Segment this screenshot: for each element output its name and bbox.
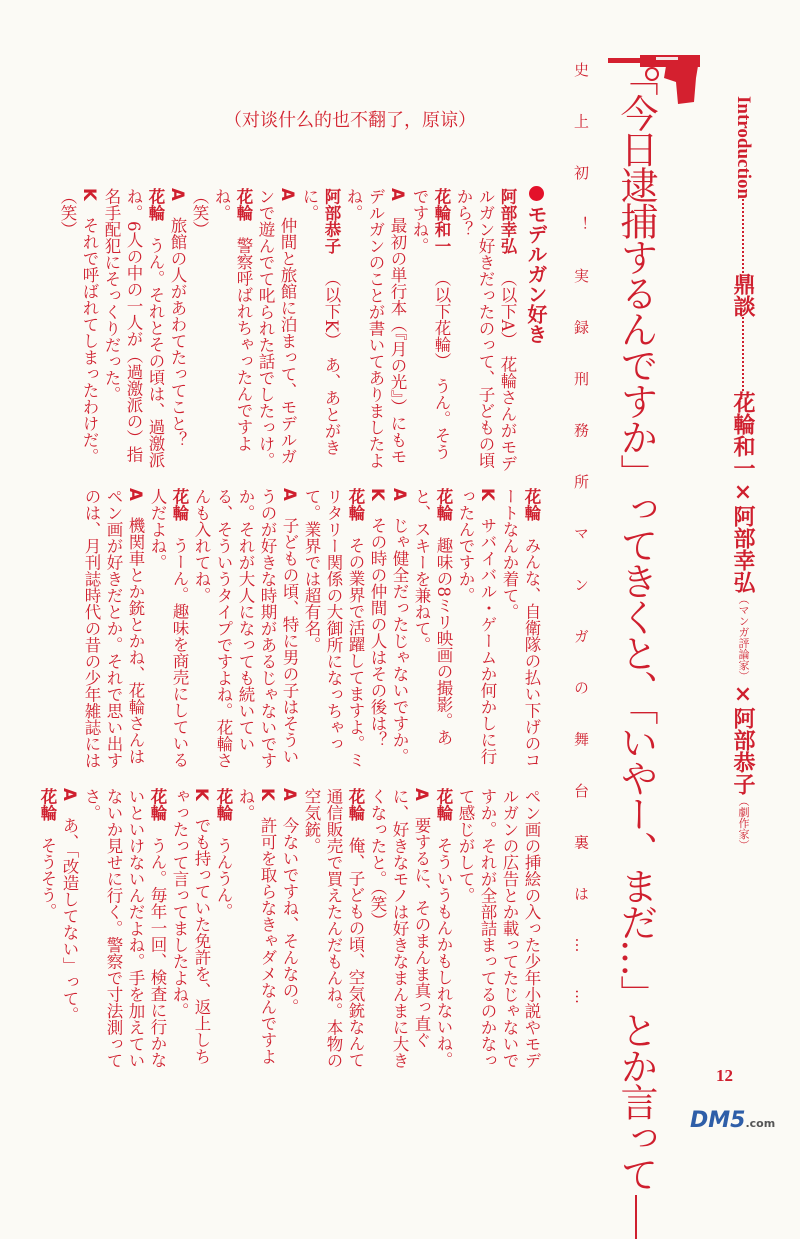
intro-label: Introduction (733, 96, 754, 200)
title-text: 「今日逮捕するんですか」ってきくと、「いやー、まだ…」とか言って (614, 58, 658, 1191)
speech-text: じゃ健全だったじゃないですか。 (390, 516, 409, 765)
watermark-domain: .com (745, 1117, 776, 1130)
dialogue-line (408, 188, 452, 472)
dialogue-line (366, 488, 388, 772)
dialogue-line (234, 788, 278, 1072)
speech-text: でも持っていた免許を、返上しちゃったって言ってましたよね。 (170, 788, 211, 1065)
guest-name: 阿部恭子 (730, 707, 756, 796)
speaker-label: A (280, 788, 299, 801)
dialogue-line (454, 488, 498, 772)
speech-text: 最初の単行本（『月の光』）にもモデルガンのことが書いてありましたよね。 (344, 188, 407, 469)
dialogue-line (410, 488, 454, 772)
speaker-label: 花輪 (38, 788, 57, 821)
speech-text: 俺、子どもの頃、空気銃なんて通信販売で買えたんだもんね。本物の空気銃。 (302, 788, 365, 1069)
dialogue-line (168, 788, 212, 1072)
speaker-label: 花輪 (146, 188, 165, 221)
dialogue-line (190, 488, 300, 772)
page-number: 12 (716, 1066, 733, 1085)
speech-text: サバイバル・ゲームか何かしに行ったんですか。 (456, 488, 497, 765)
speaker-label: K (192, 788, 211, 801)
speaker-label: 花輪 (522, 488, 541, 521)
guest-role: （マンガ評論家） (737, 593, 750, 682)
speaker-label: K (478, 488, 497, 501)
speech-text: （笑） (190, 188, 209, 238)
speech-text: ペン画の挿絵の入った少年小説やモデルガンの広告とか載ってたじゃないですか。それが全部詰まってるのかなって感じがして。 (456, 788, 541, 1069)
speech-text: （以下花輪） うん。そうですね。 (410, 188, 451, 460)
speech-text: あ、「改造してない」って。 (60, 816, 79, 1024)
article-title (612, 58, 660, 1191)
speaker-label: 花輪 (234, 188, 253, 221)
dialogue-line (80, 788, 168, 1072)
speaker-label: 花輪 (346, 788, 365, 821)
speaker-label: 花輪 (214, 788, 233, 821)
speaker-label: A (280, 488, 299, 501)
speech-text: うん。毎年一回、検査に行かないといけないんだよね。手を加えていないか見せに行く。警察で寸法測ってさ。 (82, 788, 167, 1069)
speaker-label: A (390, 488, 409, 501)
guest-name: 花輪和一 (730, 391, 756, 480)
dialogue-line (254, 188, 298, 472)
dialogue-line (388, 488, 410, 772)
speech-text: みんな、自衛隊の払い下げのコートなんか着て。 (500, 488, 541, 768)
translator-note: （对谈什么的也不翻了，原谅） (224, 110, 476, 131)
speech-text: 趣味の8ミリ映画の撮影。あと、スキーを兼ねて。 (412, 488, 453, 746)
speaker-label: A (412, 788, 431, 801)
watermark-text: DM5 (690, 1108, 746, 1133)
speaker-label: K (368, 488, 387, 501)
speech-text: その業界で活躍してますよ。ミリタリー関係の大御所になっちゃって。業界では超有名。 (302, 488, 365, 768)
dialogue-line (454, 788, 542, 1072)
dotted-leader (742, 317, 744, 391)
speaker-label: 花輪和一 (432, 188, 451, 254)
dialogue-line (300, 488, 366, 772)
speaker-label: 花輪 (434, 488, 453, 521)
speaker-label: A (388, 188, 407, 201)
dialogue-line (298, 188, 342, 472)
dialogue-line (498, 488, 542, 772)
category-label: 鼎談 (730, 273, 756, 318)
cross-mark: × (730, 681, 756, 708)
dialogue-block (56, 188, 518, 472)
speech-text: そうそう。 (38, 837, 57, 920)
dialogue-line (166, 188, 188, 472)
dialogue-line (278, 788, 300, 1072)
guest-role: （劇作家） (737, 795, 750, 851)
speaker-label: 阿部幸弘 (498, 188, 517, 254)
dialogue-block (80, 488, 542, 772)
title-dash (635, 1195, 637, 1239)
dialogue-line (56, 188, 78, 472)
dialogue-line (188, 188, 210, 472)
article-subtitle: 史上初！実録刑務所マンガの舞台裏は…… (572, 62, 590, 1041)
speech-text: 旅館の人があわてたってこと？ (168, 216, 187, 448)
speech-text: （笑） (58, 188, 77, 238)
dialogue-line (100, 188, 166, 472)
speech-text: うん。それとその頃は、過激派ね。6人の中の一人が（過激派の）指名手配犯にそっくりだった。 (102, 188, 165, 468)
dialogue-line (432, 788, 454, 1072)
speaker-label: 花輪 (170, 488, 189, 521)
speaker-label: 阿部恭子 (322, 188, 341, 254)
speech-text: そういうもんかもしれないね。 (434, 837, 453, 1068)
speech-text: その時の仲間の人はその後は？ (368, 516, 387, 748)
speech-text: うんうん。 (214, 837, 233, 920)
speech-text: 今ないですね、そんなの。 (280, 816, 299, 1015)
speaker-label: A (278, 188, 297, 201)
section-heading-text: モデルガン好き (524, 204, 548, 344)
dialogue-line (212, 788, 234, 1072)
article-header (728, 96, 758, 851)
speech-text: （以下K） あ、あとがきに。 (300, 188, 341, 456)
dialogue-line (342, 188, 408, 472)
watermark-logo (690, 1108, 775, 1133)
guest-name: 阿部幸弘 (730, 505, 756, 594)
speaker-label: A (126, 488, 145, 501)
speaker-label: 花輪 (148, 788, 167, 821)
speech-text: うーん。趣味を商売にしている人だよね。 (148, 488, 189, 768)
speech-text: 機関車とか銃とかね、花輪さんはペン画が好きだとか。それで思い出すのは、月刊誌時代の昔の少年雑誌には (82, 488, 145, 769)
dialogue-line (80, 488, 146, 772)
speech-text: 子どもの頃、特に男の子はそういうのが好きな時期があるじゃないですか。それが大人になっても続いている、そういうタイプですよね。花輪さんも入れてね。 (192, 488, 299, 769)
dialogue-line (58, 788, 80, 1072)
speech-text: （以下A） 花輪さんがモデルガン好きだったのって、子どもの頃から？ (454, 188, 517, 472)
dialogue-line (78, 188, 100, 472)
speaker-label: 花輪 (346, 488, 365, 521)
speaker-label: K (258, 788, 277, 801)
cross-mark: × (730, 479, 756, 506)
speech-text: 許可を取らなきゃダメなんですよね。 (236, 788, 277, 1065)
speaker-label: A (60, 788, 79, 801)
speech-text: 仲間と旅館に泊まって、モデルガンで遊んでて叱られた話でしたっけ。 (256, 188, 297, 469)
speech-text: 要するに、そのまんま真っ直ぐに、好きなモノは好きなまんまに大きくなったと。（笑） (368, 788, 431, 1069)
dialogue-line (452, 188, 518, 472)
speaker-label: 花輪 (434, 788, 453, 821)
speaker-label: K (80, 188, 99, 201)
speaker-label: A (168, 188, 187, 201)
dialogue-line (366, 788, 432, 1072)
speech-text: 警察呼ばれちゃったんですよね。 (212, 188, 253, 452)
section-heading (524, 186, 548, 344)
bullet-icon (529, 186, 544, 201)
dotted-leader (742, 199, 744, 273)
dialogue-block (36, 788, 542, 1072)
dialogue-line (146, 488, 190, 772)
dialogue-line (36, 788, 58, 1072)
speech-text: それで呼ばれてしまったわけだ。 (80, 216, 99, 465)
dialogue-line (300, 788, 366, 1072)
dialogue-line (210, 188, 254, 472)
